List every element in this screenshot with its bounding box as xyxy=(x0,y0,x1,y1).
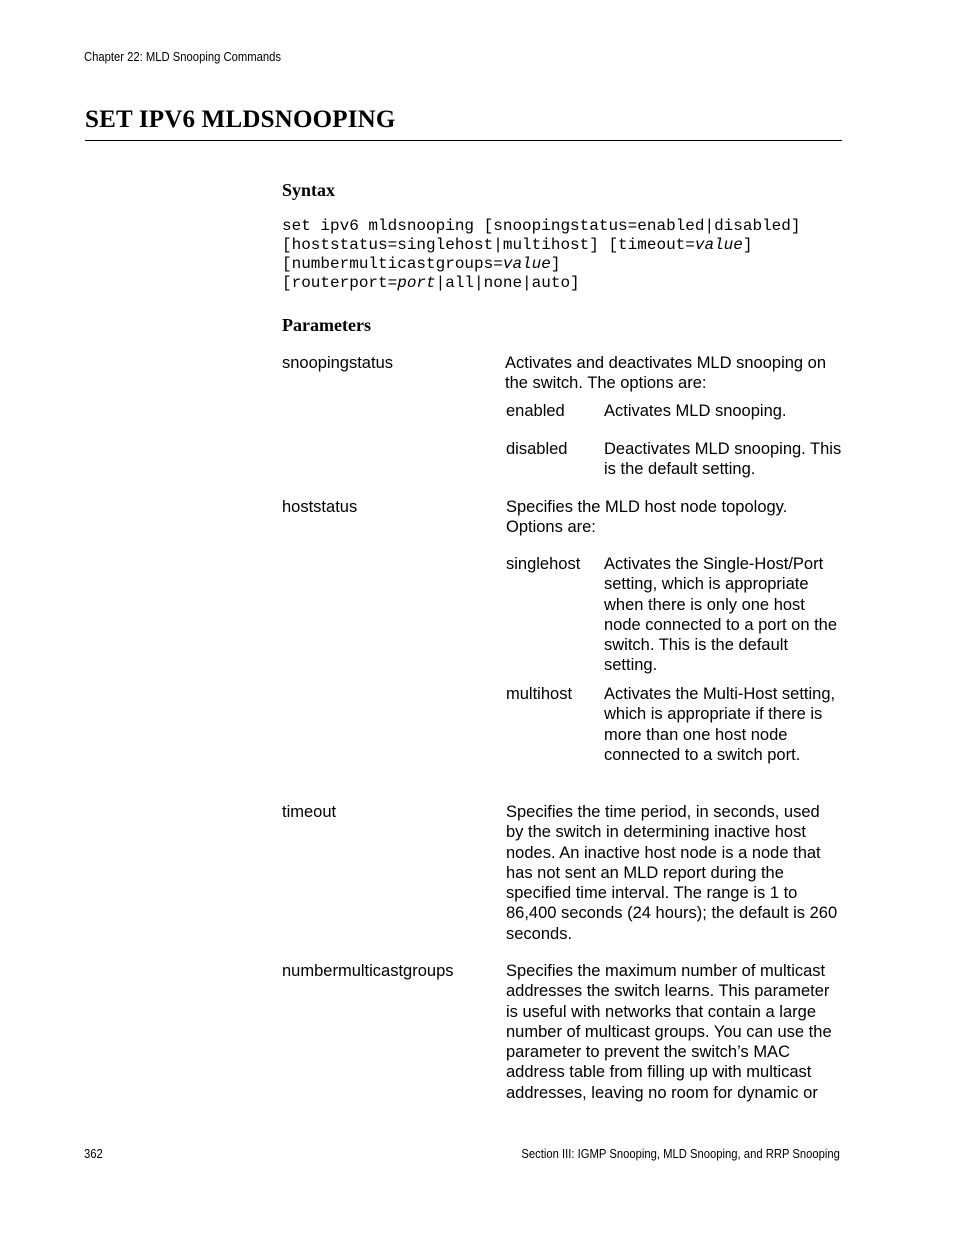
footer-section-title: Section III: IGMP Snooping, MLD Snooping, and RRP Snooping xyxy=(521,1147,840,1161)
param-name-numbermulticastgroups: numbermulticastgroups xyxy=(282,962,454,980)
syntax-line-4: [routerport=port|all|none|auto] xyxy=(282,274,580,292)
footer-page-number: 362 xyxy=(84,1147,103,1161)
syntax-block xyxy=(282,217,800,293)
page-title: SET IPV6 MLDSNOOPING xyxy=(85,106,396,133)
param-desc-numbermulticastgroups: Specifies the maximum number of multicast addresses the switch learns. This parameter is useful with networks that contain a large number of multicast groups. You can use the parameter to prevent the switch’s MAC address table from filling up with multicast addresses, leaving no room for dynamic or xyxy=(506,962,832,1102)
option-desc-enabled: Activates MLD snooping. xyxy=(604,402,787,420)
option-name-enabled: enabled xyxy=(506,402,565,420)
option-desc-disabled: Deactivates MLD snooping. This is the default setting. xyxy=(604,440,842,479)
param-name-timeout: timeout xyxy=(282,803,337,821)
syntax-variable-value: value xyxy=(694,236,743,254)
param-desc-hoststatus: Specifies the MLD host node topology. Options are: xyxy=(506,498,788,537)
running-header-chapter: Chapter 22: MLD Snooping Commands xyxy=(84,50,281,64)
syntax-variable-port: port xyxy=(397,274,436,292)
title-rule xyxy=(85,140,842,141)
syntax-heading: Syntax xyxy=(282,180,336,200)
syntax-line-2: [hoststatus=singlehost|multihost] [timeout=value] xyxy=(282,236,753,254)
param-name-hoststatus: hoststatus xyxy=(282,498,358,516)
option-name-singlehost: singlehost xyxy=(506,555,581,573)
syntax-line-1: set ipv6 mldsnooping [snoopingstatus=enabled|disabled] xyxy=(282,217,801,235)
parameters-heading: Parameters xyxy=(282,315,371,335)
option-name-disabled: disabled xyxy=(506,440,568,458)
syntax-variable-value: value xyxy=(502,255,551,273)
param-desc-timeout: Specifies the time period, in seconds, used by the switch in determining inactive host nodes. An inactive host node is a node that has not sent an MLD report during the specified time interval. The range is 1 to 86,400 seconds (24 hours); the default is 260 seconds. xyxy=(506,803,838,943)
option-name-multihost: multihost xyxy=(506,685,573,703)
param-name-snoopingstatus: snoopingstatus xyxy=(282,354,393,372)
option-desc-singlehost: Activates the Single-Host/Port setting, which is appropriate when there is only one host node connected to a port on the switch. This is the default setting. xyxy=(604,555,838,675)
syntax-line-3: [numbermulticastgroups=value] xyxy=(282,255,561,273)
option-desc-multihost: Activates the Multi-Host setting, which is appropriate if there is more than one host node connected to a switch port. xyxy=(604,685,836,764)
param-desc-snoopingstatus: Activates and deactivates MLD snooping on the switch. The options are: xyxy=(505,354,827,393)
